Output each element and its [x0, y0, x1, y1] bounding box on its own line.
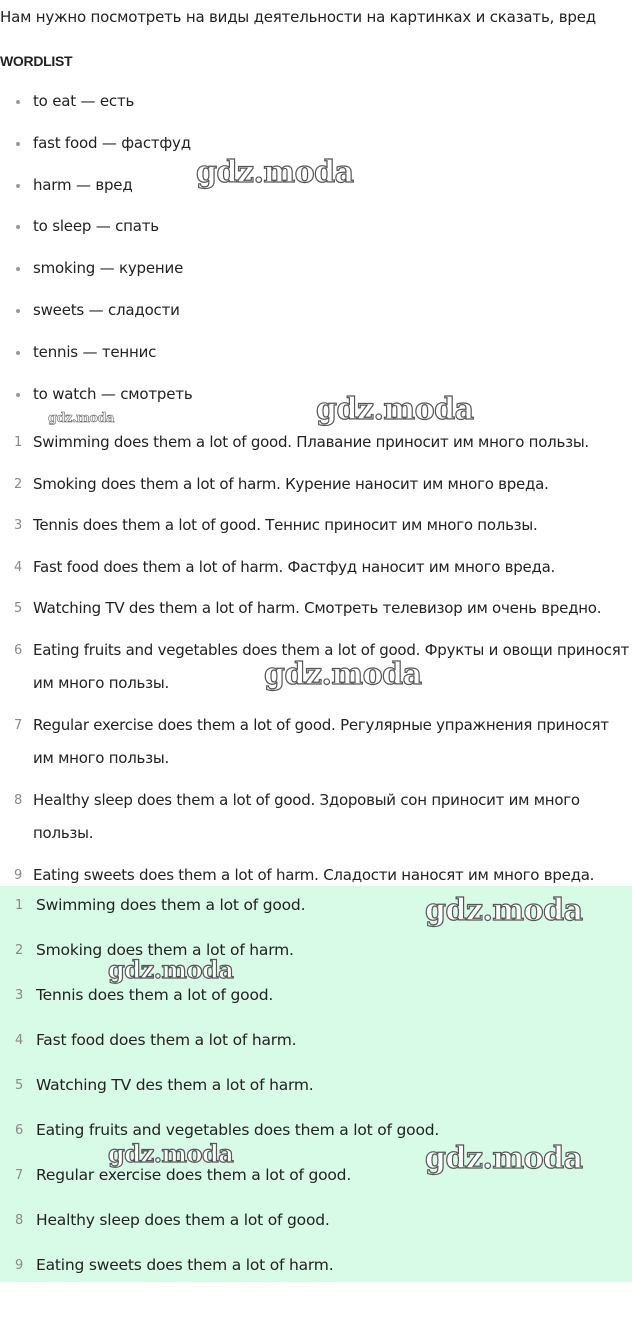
short-answer-number: 2 [15, 943, 24, 958]
wordlist-item [0, 216, 192, 258]
watermark-logo: gdz.moda [108, 1139, 234, 1168]
answer-number: 4 [14, 559, 23, 575]
wordlist-item-text: harm — вред [33, 175, 133, 194]
short-answer-item [0, 1165, 439, 1210]
short-answer-text: Healthy sleep does them a lot of good. [36, 1211, 330, 1229]
short-answer-number: 8 [15, 1213, 24, 1228]
wordlist-item [0, 300, 192, 342]
watermark-logo: gdz.moda [425, 1141, 583, 1176]
answer-text: Fast food does them a lot of harm. Фастфуд наносит им много вреда. [33, 557, 556, 576]
wordlist-item [0, 175, 192, 217]
bullet-icon [16, 267, 20, 271]
short-answer-item [0, 985, 439, 1030]
intro-text: Нам нужно посмотреть на виды деятельности на картинках и сказать, вред [0, 8, 596, 26]
wordlist-item [0, 91, 192, 133]
bullet-icon [16, 225, 20, 229]
short-answer-item [0, 1030, 439, 1075]
watermark-logo: gdz.moda [264, 657, 422, 692]
wordlist-item-text: sweets — сладости [33, 300, 180, 319]
answer-item [0, 509, 632, 543]
bullet-icon [16, 142, 20, 146]
short-answer-item [0, 1075, 439, 1120]
wordlist-item-text: to eat — есть [33, 92, 135, 110]
short-answer-number: 1 [15, 898, 24, 913]
wordlist-heading: WORDLIST [0, 53, 73, 69]
answer-text: Eating sweets does them a lot of harm. Сладости наносят им много вреда. [33, 865, 595, 884]
answer-number: 7 [14, 717, 23, 733]
short-answer-item [0, 895, 439, 940]
answer-number: 6 [14, 642, 23, 658]
answer-number: 1 [14, 435, 23, 450]
bullet-icon [16, 100, 20, 104]
short-answer-number: 9 [15, 1258, 24, 1273]
answer-text: Swimming does them a lot of good. Плавание приносит им много пользы. [33, 433, 589, 451]
wordlist-item [0, 342, 192, 384]
watermark-logo: gdz.moda [196, 155, 354, 190]
wordlist-item-text: to sleep — спать [33, 217, 159, 236]
short-answer-number: 6 [15, 1123, 24, 1138]
short-answer-text: Smoking does them a lot of harm. [36, 941, 294, 959]
short-answer-text: Regular exercise does them a lot of good. [36, 1166, 352, 1184]
answer-number: 3 [14, 518, 23, 533]
wordlist-item [0, 258, 192, 300]
wordlist [0, 91, 192, 425]
answer-item [0, 709, 632, 776]
answer-text: Smoking does them a lot of harm. Курение наносит им много вреда. [33, 474, 549, 493]
short-answer-text: Eating sweets does them a lot of harm. [36, 1256, 334, 1274]
answer-text: Tennis does them a lot of good. Теннис приносит им много пользы. [33, 516, 538, 534]
short-answer-number: 5 [15, 1078, 24, 1093]
watermark-logo: gdz.moda [108, 955, 234, 984]
answer-number: 5 [14, 601, 23, 616]
answer-text: Eating fruits and vegetables does them a lot of good. Фрукты и овощи приносят им много пользы. [33, 640, 630, 692]
wordlist-item-text: to watch — смотреть [33, 384, 193, 403]
wordlist-item-text: smoking — курение [33, 259, 184, 278]
wordlist-item [0, 133, 192, 175]
short-answer-number: 4 [15, 1033, 24, 1048]
short-answer-number: 7 [15, 1168, 24, 1183]
short-answer-text: Fast food does them a lot of harm. [36, 1031, 297, 1049]
short-answer-item [0, 1210, 439, 1255]
answer-number: 9 [14, 867, 23, 883]
answer-text: Watching TV des them a lot of harm. Смотреть телевизор им очень вредно. [33, 599, 602, 617]
short-answer-text: Watching TV des them a lot of harm. [36, 1076, 314, 1094]
answer-item [0, 592, 632, 626]
answer-item [0, 784, 632, 851]
watermark-logo: gdz.moda [48, 411, 115, 426]
answer-text: Healthy sleep does them a lot of good. Здоровый сон приносит им много пользы. [33, 790, 580, 842]
wordlist-item-text: fast food — фастфуд [33, 133, 191, 152]
wordlist-item-text: tennis — теннис [33, 342, 157, 361]
bullet-icon [16, 351, 20, 355]
short-answer-item [0, 1255, 439, 1300]
bullet-icon [16, 184, 20, 188]
watermark-logo: gdz.moda [425, 893, 583, 928]
bullet-icon [16, 393, 20, 397]
answer-item [0, 468, 632, 502]
watermark-logo: gdz.moda [316, 392, 474, 427]
answer-text: Regular exercise does them a lot of good. Регулярные упражнения приносят им много пользы. [33, 715, 609, 767]
answer-item [0, 551, 632, 585]
short-answer-text: Swimming does them a lot of good. [36, 896, 306, 914]
short-answer-text: Tennis does them a lot of good. [36, 986, 274, 1004]
short-answer-number: 3 [15, 988, 24, 1003]
answer-item [0, 426, 632, 460]
bullet-icon [16, 309, 20, 313]
answer-number: 2 [14, 476, 23, 492]
short-answer-text: Eating fruits and vegetables does them a lot of good. [36, 1121, 440, 1139]
answer-number: 8 [14, 792, 23, 808]
